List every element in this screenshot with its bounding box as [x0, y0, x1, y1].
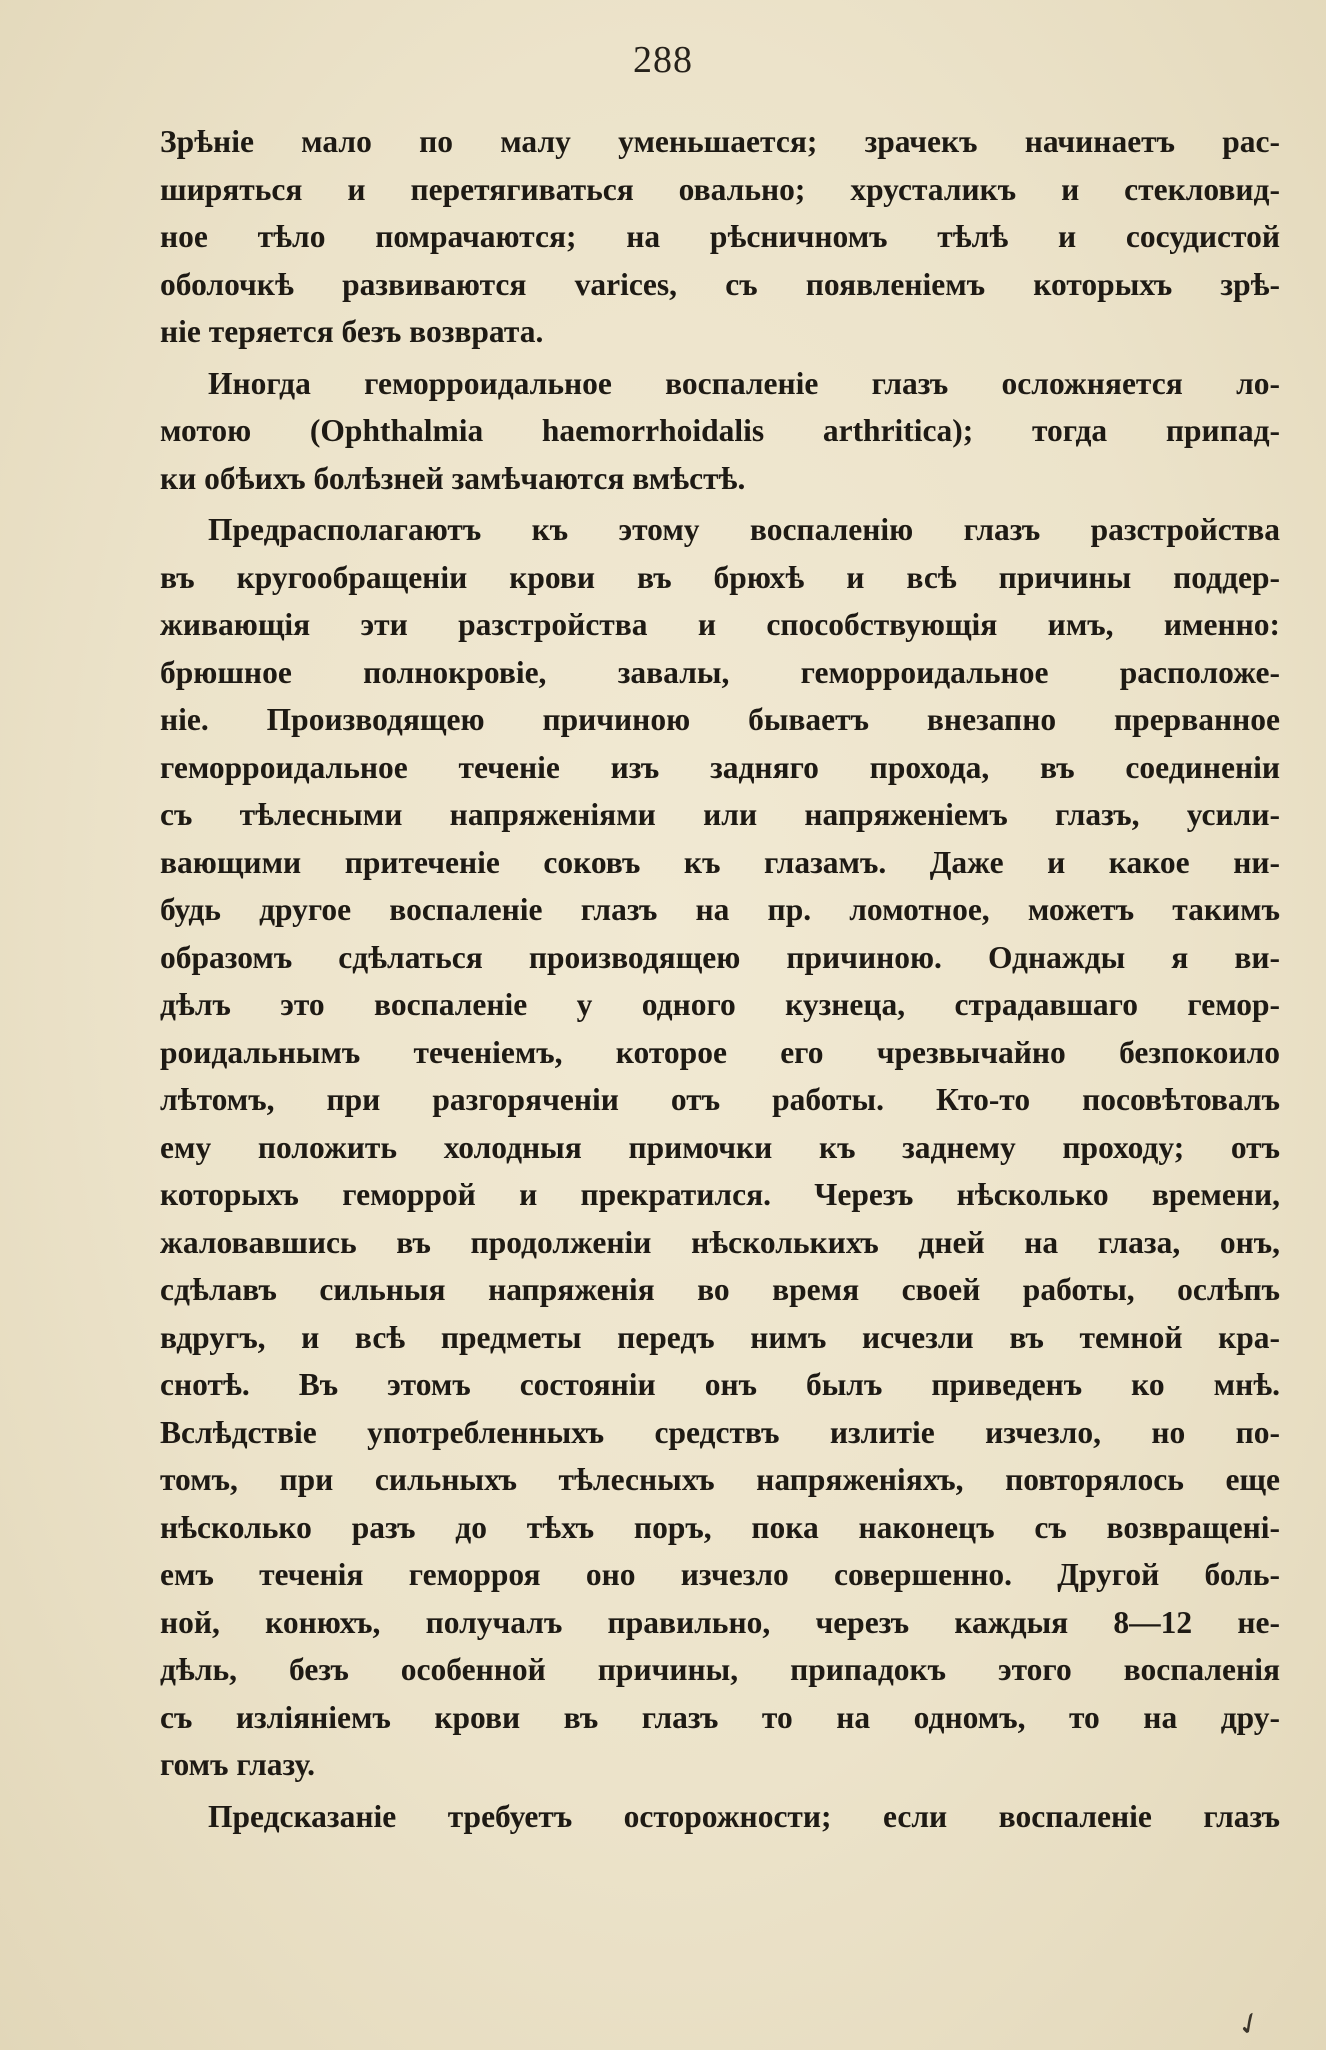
text-line: гомъ глазу.: [160, 1747, 315, 1782]
text-line: ной, конюхъ, получалъ правильно, черезъ каждыя 8—12 не-: [160, 1604, 1280, 1640]
text-line: будь другое воспаленіе глазъ на пр. ломотное, можетъ такимъ: [160, 892, 1280, 927]
paragraph-3: [160, 506, 1280, 1789]
text-line: брюшное полнокровіе, завалы, геморроидальное расположе-: [160, 654, 1280, 690]
text-line: съ тѣлесными напряженіями или напряженіемъ глазъ, усили-: [160, 797, 1280, 832]
text-line: геморроидальное теченіе изъ задняго прохода, въ соединеніи: [160, 749, 1280, 785]
text-line: въ кругообращеніи крови въ брюхѣ и всѣ причины поддер-: [160, 559, 1280, 595]
page-number: 288: [633, 39, 693, 81]
text-line: томъ, при сильныхъ тѣлесныхъ напряженіяхъ, повторялось еще: [160, 1462, 1280, 1497]
text-line: Зрѣніе мало по малу уменьшается; зрачекъ начинаетъ рас-: [160, 124, 1280, 159]
paragraph-2: [160, 360, 1280, 503]
text-line: оболочкѣ развиваются varices, съ появленіемъ которыхъ зрѣ-: [160, 266, 1280, 302]
text-line: ки обѣихъ болѣзней замѣчаются вмѣстѣ.: [160, 460, 746, 496]
text-line: которыхъ геморрой и прекратился. Черезъ нѣсколько времени,: [160, 1177, 1280, 1212]
paragraph-4: [160, 1793, 1280, 1841]
text-line: ширяться и перетягиваться овально; хрусталикъ и стекловид-: [160, 171, 1280, 207]
text-line: Вслѣдствіе употребленныхъ средствъ излитіе изчезло, но по-: [160, 1414, 1280, 1450]
text-line: ему положить холодныя примочки къ заднему проходу; отъ: [160, 1129, 1280, 1165]
text-line: лѣтомъ, при разгоряченіи отъ работы. Кто-то посовѣтовалъ: [160, 1082, 1280, 1117]
text-line: ніе. Производящею причиною бываетъ внезапно прерванное: [160, 702, 1280, 737]
text-line: мотою (Ophthalmia haemorrhoidalis arthritica); тогда припад-: [160, 413, 1280, 448]
paragraph-1: [160, 118, 1280, 356]
text-line: ное тѣло помрачаются; на рѣсничномъ тѣлѣ и сосудистой: [160, 219, 1280, 254]
text-line: Иногда геморроидальное воспаленіе глазъ осложняется ло-: [208, 365, 1280, 401]
text-line: емъ теченія геморроя оно изчезло совершенно. Другой боль-: [160, 1557, 1280, 1592]
text-line: Предсказаніе требуетъ осторожности; если воспаленіе глазъ: [208, 1798, 1280, 1834]
body-text: [160, 118, 1280, 1840]
text-line: вдругъ, и всѣ предметы передъ нимъ исчезли въ темной кра-: [160, 1319, 1280, 1355]
text-line: сдѣлавъ сильныя напряженія во время своей работы, ослѣпъ: [160, 1272, 1280, 1307]
text-line: снотѣ. Въ этомъ состояніи онъ былъ приведенъ ко мнѣ.: [160, 1367, 1280, 1402]
text-line: жаловавшись въ продолженіи нѣсколькихъ дней на глаза, онъ,: [160, 1224, 1280, 1260]
text-line: роидальнымъ теченіемъ, которое его чрезвычайно безпокоило: [160, 1034, 1280, 1070]
text-line: образомъ сдѣлаться производящею причиною. Однажды я ви-: [160, 939, 1280, 975]
text-line: ніе теряется безъ возврата.: [160, 314, 544, 349]
text-line: дѣлъ это воспаленіе у одного кузнеца, страдавшаго гемор-: [160, 987, 1280, 1022]
text-line: живающія эти разстройства и способствующія имъ, именно:: [160, 607, 1280, 642]
text-line: съ изліяніемъ крови въ глазъ то на одномъ, то на дру-: [160, 1699, 1280, 1735]
text-line: нѣсколько разъ до тѣхъ поръ, пока наконецъ съ возвращені-: [160, 1509, 1280, 1545]
pencil-mark-icon: ✓: [1231, 2004, 1268, 2045]
text-line: вающими притеченіе соковъ къ глазамъ. Даже и какое ни-: [160, 844, 1280, 880]
text-line: Предрасполагаютъ къ этому воспаленію глазъ разстройства: [208, 512, 1280, 547]
text-line: дѣль, безъ особенной причины, припадокъ этого воспаленія: [160, 1652, 1280, 1687]
